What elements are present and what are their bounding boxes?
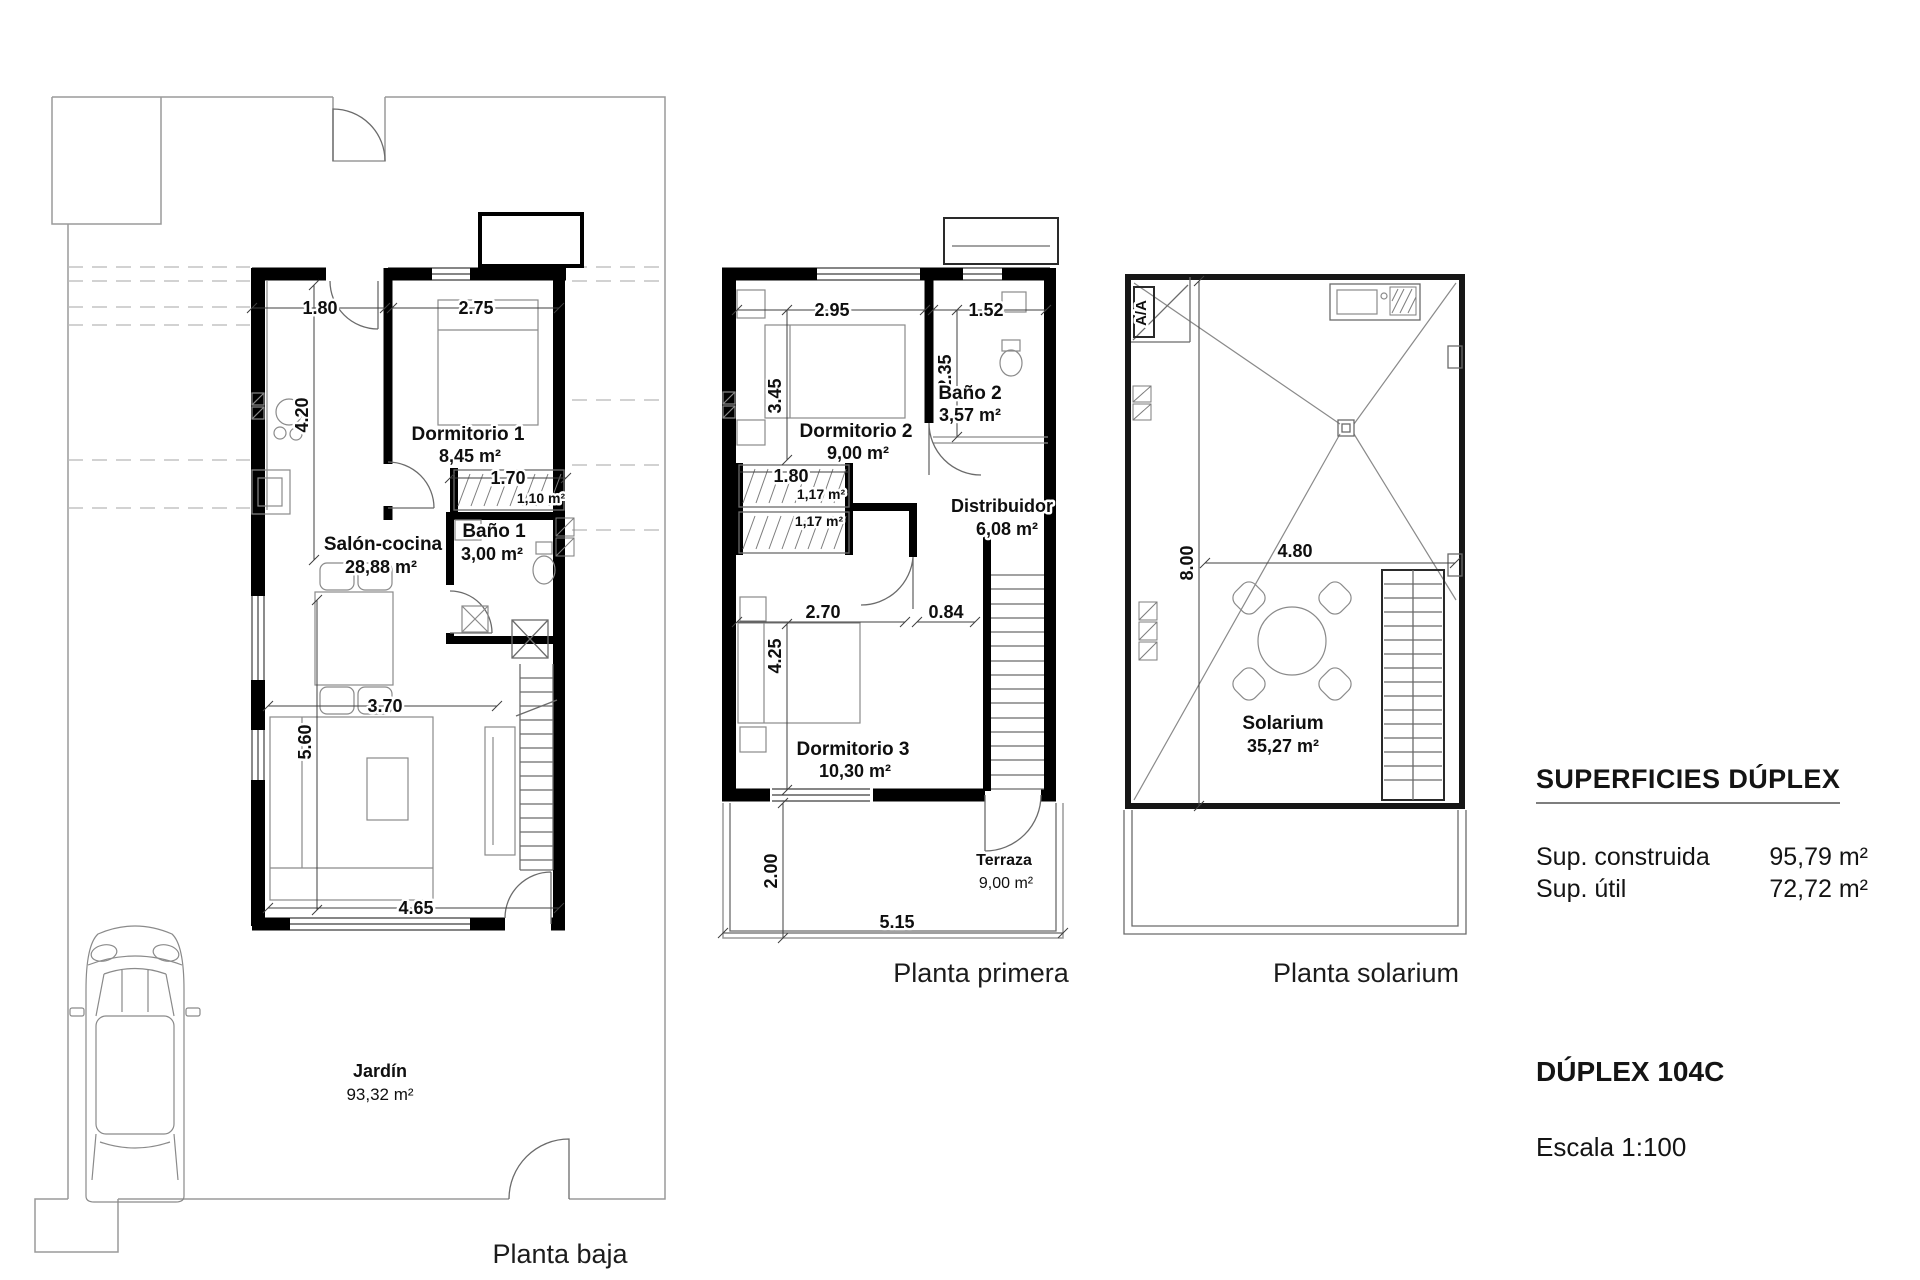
dim-dorm3-width: 2.70 xyxy=(805,602,841,622)
upper-balcony-block xyxy=(944,218,1058,264)
bed-dormitorio3 xyxy=(738,597,860,752)
bed-dormitorio1 xyxy=(438,300,538,425)
garden-gate-arc xyxy=(509,1139,569,1199)
planta-baja-plan xyxy=(35,97,665,1269)
room-area-terraza: 9,00 m² xyxy=(978,875,1034,892)
dim-dorm1-width: 2.75 xyxy=(458,298,494,318)
room-label-bano2: Baño 2 xyxy=(938,383,1002,404)
room-area-salon: 28,88 m² xyxy=(344,557,418,577)
side-mirror xyxy=(186,1008,200,1016)
room-label-bano1: Baño 1 xyxy=(462,521,526,542)
planta-solarium-plan xyxy=(1124,276,1466,988)
construida-label: Sup. construida xyxy=(1536,843,1710,871)
coffee-table xyxy=(367,758,408,820)
dim-baja-bottom: 4.65 xyxy=(398,898,434,918)
baja-doors xyxy=(330,281,551,924)
wardrobe-area: 1,10 m² xyxy=(516,490,566,506)
projection-lines-baja xyxy=(68,267,665,530)
superficies-title: SUPERFICIES DÚPLEX xyxy=(1536,764,1840,804)
room-label-dormitorio2: Dormitorio 2 xyxy=(799,421,913,442)
title-planta-primera: Planta primera xyxy=(893,958,1069,988)
dim-solarium-depth: 8.00 xyxy=(1177,545,1197,581)
toilet xyxy=(533,556,555,584)
room-label-dormitorio1: Dormitorio 1 xyxy=(411,424,525,445)
room-area-dormitorio3: 10,30 m² xyxy=(818,761,892,781)
room-label-salon: Salón-cocina xyxy=(323,534,443,555)
title-planta-baja: Planta baja xyxy=(492,1239,628,1269)
garden-boundary xyxy=(35,97,665,1252)
dim-dorm2-width: 2.95 xyxy=(814,300,850,320)
stairs-primera xyxy=(991,575,1044,789)
util-row xyxy=(1536,874,1868,906)
room-area-bano2: 3,57 m² xyxy=(938,405,1002,425)
dim-salon-height: 5.60 xyxy=(295,724,315,760)
dim-terraza-height: 2.00 xyxy=(761,853,781,889)
dim-dorm2-height: 3.45 xyxy=(765,378,785,414)
dim-primera-bottom: 5.15 xyxy=(879,912,915,932)
wardrobe2-area: 1,17 m² xyxy=(794,513,844,529)
entry-gate-arc xyxy=(333,109,385,161)
sink xyxy=(1002,292,1026,312)
dim-dorm3-height: 4.25 xyxy=(765,638,785,674)
room-label-jardin: Jardín xyxy=(352,1061,408,1081)
room-label-distribuidor: Distribuidor xyxy=(951,496,1053,516)
roof-drain xyxy=(1338,420,1354,436)
baja-dimension-lines xyxy=(247,280,571,915)
room-area-bano1: 3,00 m² xyxy=(460,544,524,564)
room-area-distribuidor: 6,08 m² xyxy=(975,519,1039,539)
dim-solarium-width: 4.80 xyxy=(1277,541,1313,561)
dining-table xyxy=(315,563,393,714)
dim-hall-width: 0.84 xyxy=(928,602,964,622)
dim-salon-width: 3.70 xyxy=(367,696,403,716)
stairs-baja xyxy=(512,620,557,870)
upper-terrace-block xyxy=(480,214,582,266)
scale-label: Escala 1:100 xyxy=(1536,1132,1687,1162)
surface-rows xyxy=(1536,842,1868,905)
ac-label: A/A xyxy=(1133,300,1150,326)
ac-unit xyxy=(1131,277,1190,342)
construida-value: 95,79 m² xyxy=(1769,843,1868,871)
tv-bench xyxy=(485,727,515,855)
dim-kitchen-height: 4.20 xyxy=(292,397,312,433)
room-area-solarium: 35,27 m² xyxy=(1246,736,1320,756)
solarium-lower-roof xyxy=(1124,810,1466,934)
room-label-solarium: Solarium xyxy=(1242,713,1324,734)
outdoor-kitchen xyxy=(1330,284,1420,320)
room-area-jardin: 93,32 m² xyxy=(346,1085,414,1104)
dim-bano2-height: 2.35 xyxy=(935,354,955,390)
toilet xyxy=(1000,350,1022,376)
dim-wardrobe2-width: 1.80 xyxy=(773,466,809,486)
room-label-terraza: Terraza xyxy=(976,852,1032,869)
room-area-dormitorio1: 8,45 m² xyxy=(438,446,502,466)
side-mirror xyxy=(70,1008,84,1016)
surface-info-block xyxy=(1536,764,1896,905)
faucet xyxy=(1381,293,1387,299)
bano2-fixtures xyxy=(1000,292,1026,376)
util-value: 72,72 m² xyxy=(1769,874,1868,903)
construida-row xyxy=(1536,842,1868,874)
wardrobe1-area: 1,17 m² xyxy=(796,486,846,502)
duplex-code: DÚPLEX 104C xyxy=(1536,1056,1725,1087)
dim-kitchen-width: 1.80 xyxy=(302,298,338,318)
dim-bano2-width: 1.52 xyxy=(968,300,1004,320)
util-label: Sup. útil xyxy=(1536,874,1627,903)
stairs-solarium xyxy=(1382,570,1444,800)
dim-wardrobe-width: 1.70 xyxy=(490,468,526,488)
primera-doors xyxy=(861,423,1041,851)
title-planta-solarium: Planta solarium xyxy=(1272,958,1460,988)
room-label-dormitorio3: Dormitorio 3 xyxy=(796,739,910,760)
room-area-dormitorio2: 9,00 m² xyxy=(826,443,890,463)
baja-windows xyxy=(252,268,470,930)
planta-primera-plan xyxy=(718,218,1070,988)
car-icon xyxy=(70,926,200,1202)
solarium-dimension-lines xyxy=(1194,276,1460,811)
